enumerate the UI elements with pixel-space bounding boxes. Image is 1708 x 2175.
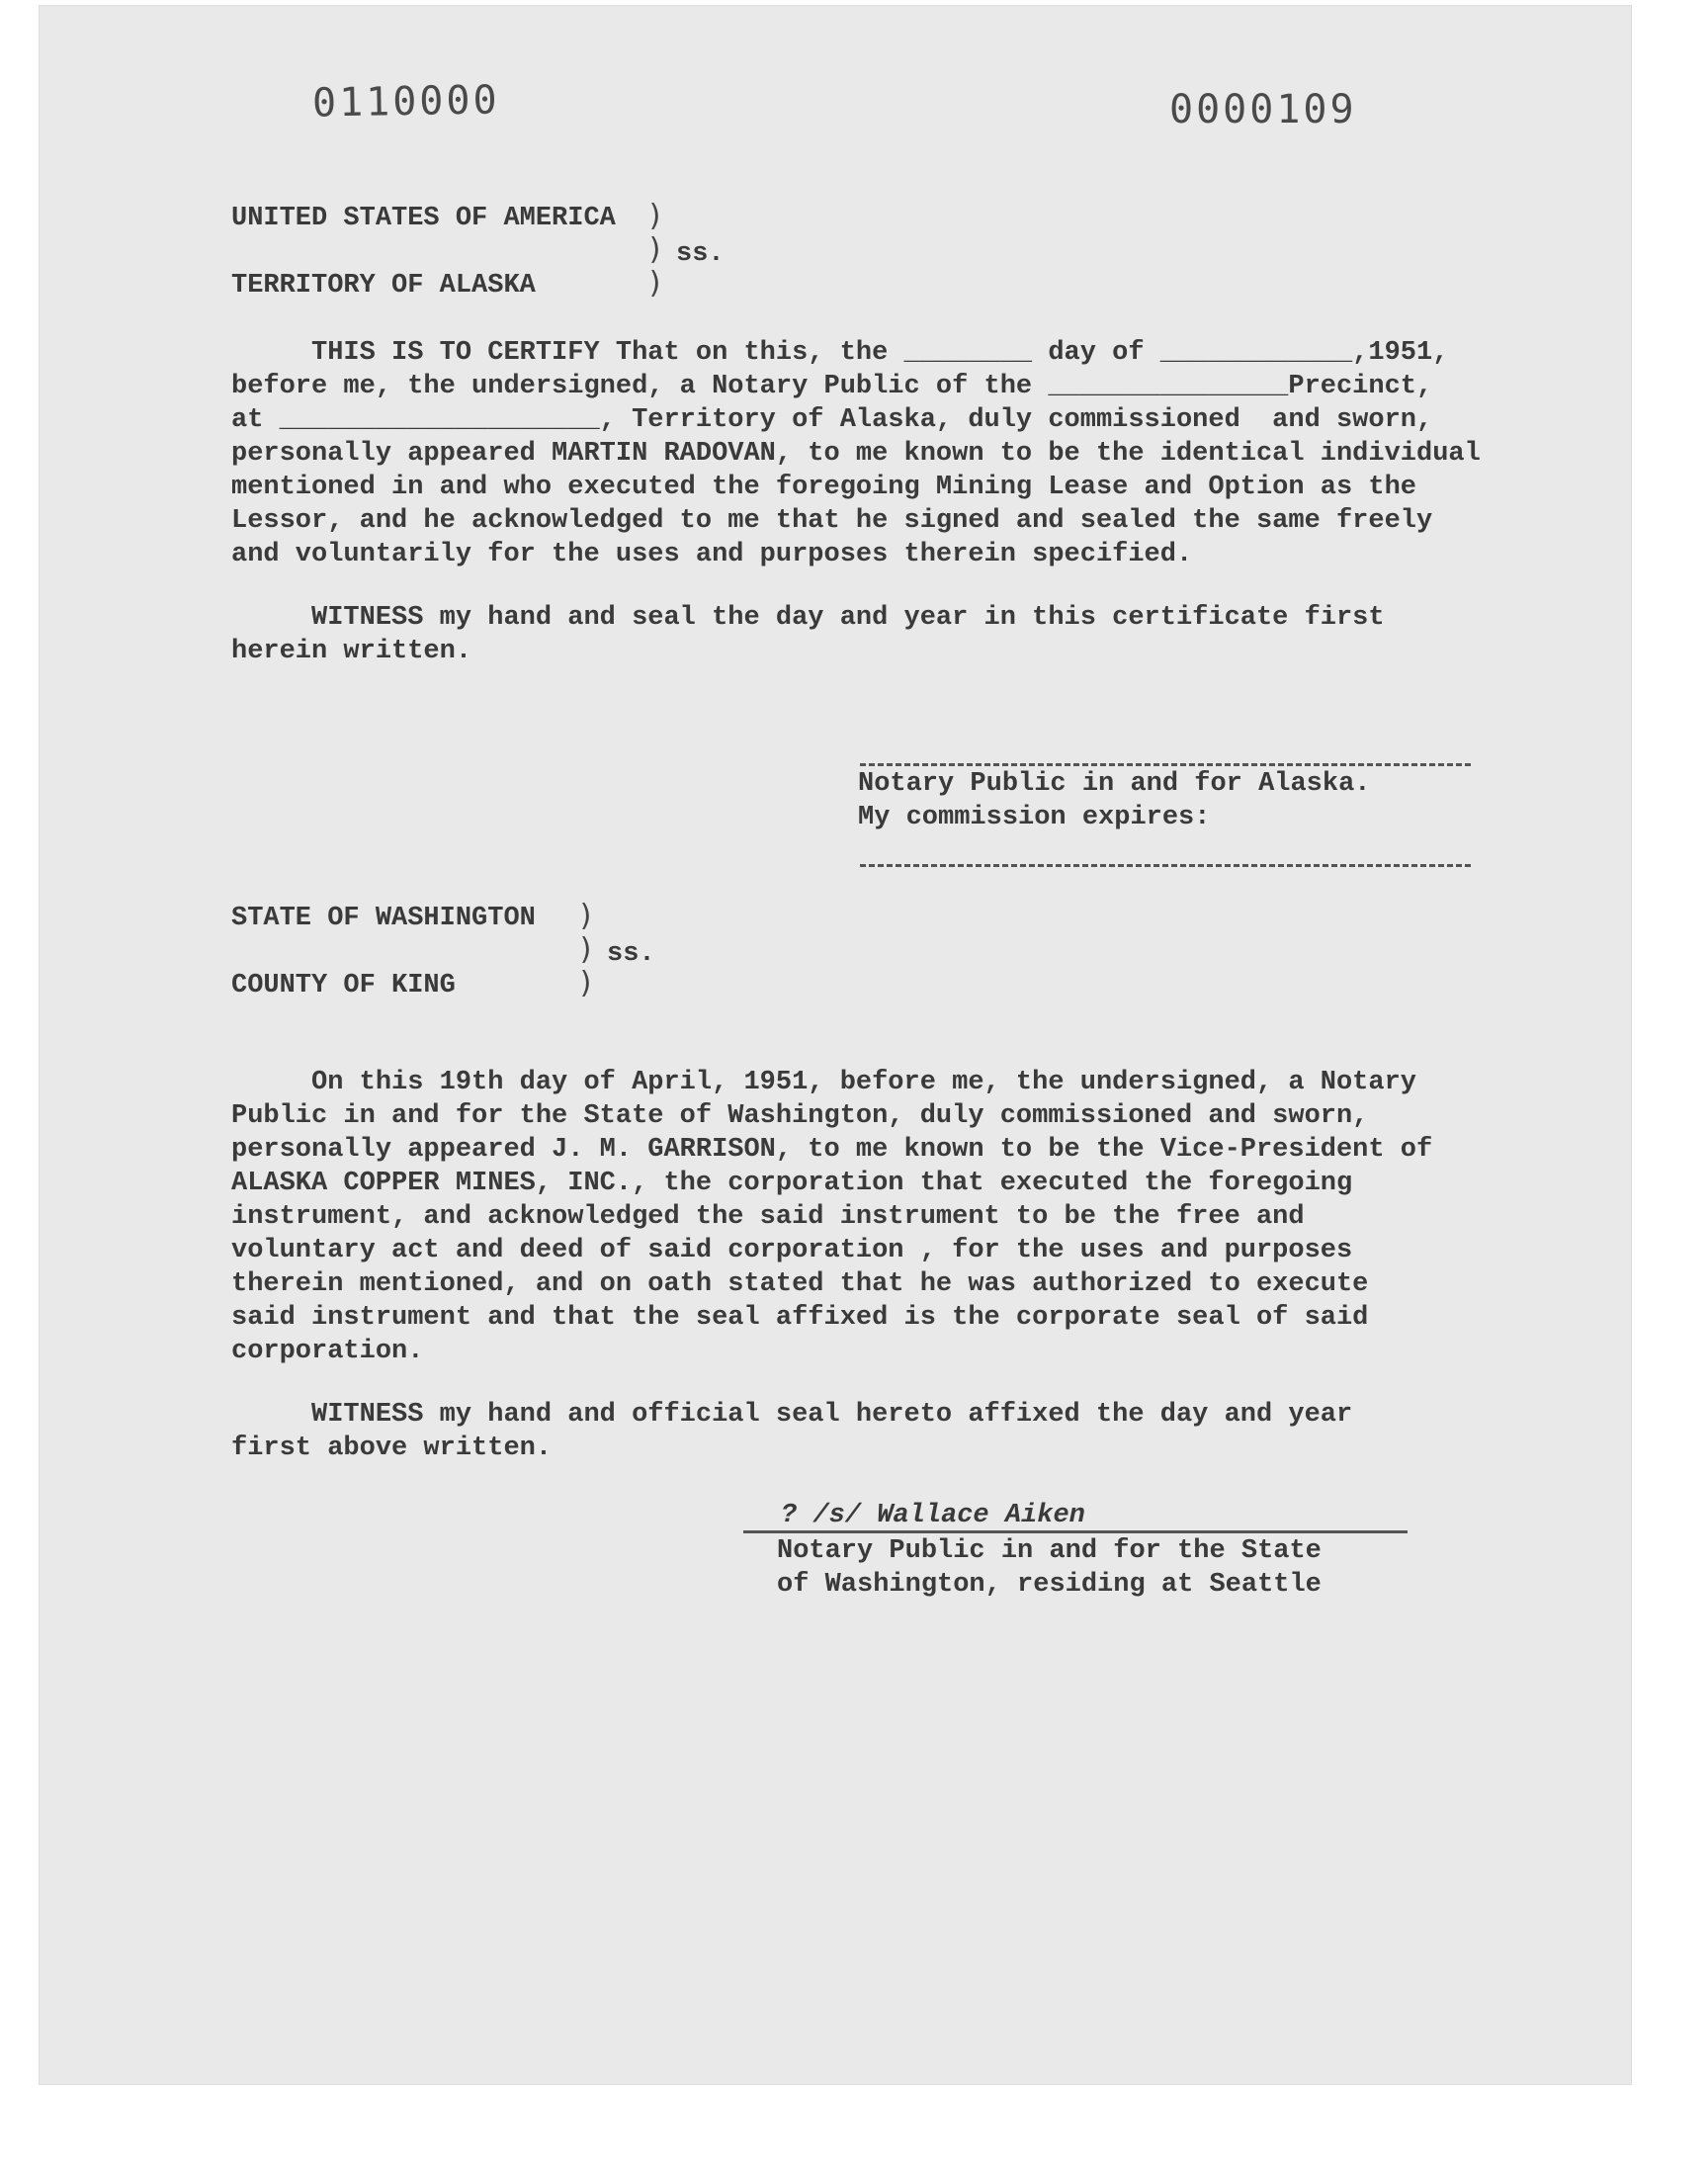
- notary1-signature-line: [860, 763, 1471, 766]
- cert2-line: therein mentioned, and on oath stated that he was authorized to execute: [231, 1269, 1369, 1299]
- cert2-line: voluntary act and deed of said corporation , for the uses and purposes: [231, 1236, 1353, 1265]
- notary2-title-line2: of Washington, residing at Seattle: [777, 1570, 1322, 1600]
- witness1-line: WITNESS my hand and seal the day and year in this certificate first: [231, 603, 1385, 633]
- cert1-line: mentioned in and who executed the foregoing Mining Lease and Option as the: [231, 473, 1416, 502]
- notary1-title: Notary Public in and for Alaska.: [858, 769, 1371, 799]
- notary2-signature-line: [743, 1530, 1408, 1533]
- certificate1-paragraph: [231, 336, 1481, 571]
- cert2-line: On this 19th day of April, 1951, before me, the undersigned, a Notary: [231, 1068, 1416, 1097]
- notary1-commission-line: [860, 864, 1471, 867]
- notary2-title-line1: Notary Public in and for the State: [777, 1536, 1322, 1566]
- cert1-line: before me, the undersigned, a Notary Public of the _______________Precinct,: [231, 372, 1433, 401]
- venue1-line1: UNITED STATES OF AMERICA: [231, 204, 616, 233]
- cert1-line: at ____________________, Territory of Alaska, duly commissioned and sworn,: [231, 405, 1433, 435]
- venue2-brace: ) ) ): [577, 899, 596, 1000]
- cert2-line: instrument, and acknowledged the said instrument to be the free and: [231, 1202, 1305, 1232]
- witness2-line: first above written.: [231, 1434, 553, 1463]
- venue2-line1: STATE OF WASHINGTON: [231, 904, 536, 933]
- witness2-paragraph: [231, 1398, 1352, 1465]
- doc-number-right: 0000109: [1169, 87, 1357, 132]
- notary1-commission: My commission expires:: [858, 803, 1211, 832]
- cert2-line: ALASKA COPPER MINES, INC., the corporation that executed the foregoing: [231, 1169, 1353, 1198]
- witness1-line: herein written.: [231, 637, 472, 666]
- cert2-line: Public in and for the State of Washington, duly commissioned and sworn,: [231, 1101, 1369, 1131]
- document-page: [40, 6, 1631, 2084]
- notary2-signature: ? /s/ Wallace Aiken: [781, 1501, 1085, 1530]
- venue1-brace: ) ) ): [646, 199, 665, 301]
- cert2-line: corporation.: [231, 1337, 424, 1366]
- venue1-line2: TERRITORY OF ALASKA: [231, 271, 536, 301]
- cert2-line: personally appeared J. M. GARRISON, to me known to be the Vice-President of: [231, 1135, 1433, 1165]
- certificate2-paragraph: [231, 1066, 1432, 1368]
- venue1-ss: ss.: [676, 239, 725, 269]
- venue2-line2: COUNTY OF KING: [231, 971, 456, 1000]
- witness2-line: WITNESS my hand and official seal hereto affixed the day and year: [231, 1400, 1353, 1430]
- witness1-paragraph: [231, 601, 1385, 668]
- doc-number-left: 0110000: [311, 77, 500, 127]
- venue2-ss: ss.: [607, 939, 655, 969]
- cert1-line: personally appeared MARTIN RADOVAN, to me known to be the identical individual: [231, 439, 1481, 469]
- cert2-line: said instrument and that the seal affixed is the corporate seal of said: [231, 1303, 1369, 1333]
- cert1-line: Lessor, and he acknowledged to me that he signed and sealed the same freely: [231, 506, 1433, 536]
- cert1-line: THIS IS TO CERTIFY That on this, the ________ day of ____________,1951,: [231, 338, 1449, 368]
- cert1-line: and voluntarily for the uses and purposes therein specified.: [231, 540, 1193, 569]
